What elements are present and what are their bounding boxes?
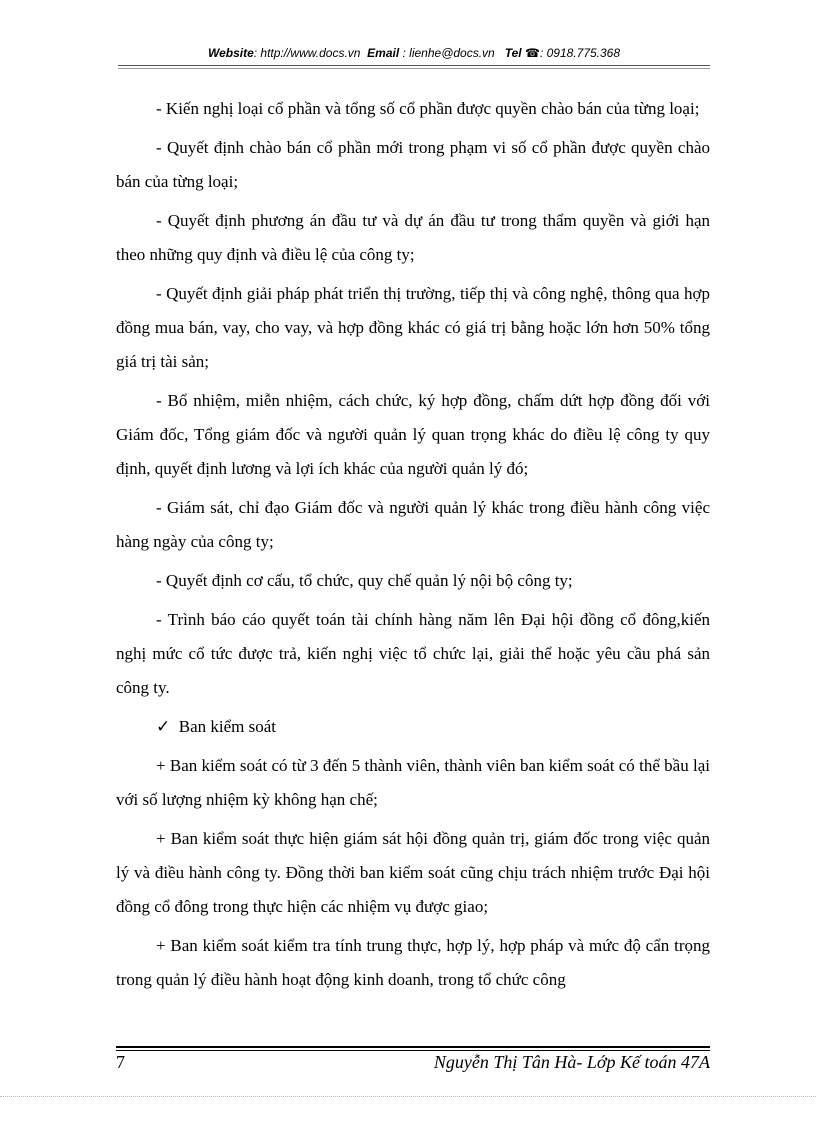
checkmark-icon: ✓ [156, 717, 171, 736]
email-label: Email [367, 46, 400, 60]
section-title: Ban kiểm soát [178, 717, 277, 736]
paragraph: + Ban kiểm soát kiểm tra tính trung thực, hợp lý, hợp pháp và mức độ cẩn trọng trong quản lý điều hành hoạt động kinh doanh, trong tổ chức công [116, 936, 710, 989]
header-rule-thin [118, 68, 710, 69]
paragraph: + Ban kiểm soát thực hiện giám sát hội đồng quản trị, giám đốc trong việc quản lý và điều hành công ty. Đồng thời ban kiểm soát cũng chịu trách nhiệm trước Đại hội đồng cổ đông trong thực hiện các nhiệm vụ được giao; [116, 829, 710, 916]
website-label: Website [207, 46, 254, 60]
website-value: : http://www.docs.vn [253, 46, 361, 60]
paragraph: - Quyết định cơ cấu, tổ chức, quy chế quản lý nội bộ công ty; [156, 571, 573, 590]
footer-rule-thin [116, 1050, 710, 1051]
page-number: 7 [116, 1052, 125, 1072]
paragraph: - Quyết định giải pháp phát triển thị trường, tiếp thị và công nghệ, thông qua hợp đồng mua bán, vay, cho vay, và hợp đồng khác có giá trị bằng hoặc lớn hơn 50% tổng giá trị tài sản; [116, 284, 710, 371]
footer-rule [116, 1046, 710, 1048]
tel-value: : 0918.775.368 [539, 46, 621, 60]
paragraph: - Giám sát, chỉ đạo Giám đốc và người quản lý khác trong điều hành công việc hàng ngày của công ty; [116, 498, 710, 551]
phone-icon: ☎ [525, 46, 540, 60]
page-header [118, 46, 710, 60]
section-heading [116, 710, 710, 744]
page-bottom-border [0, 1096, 816, 1097]
paragraph: - Kiến nghị loại cổ phần và tổng số cổ phần được quyền chào bán của từng loại; [156, 99, 700, 118]
document-body [116, 92, 710, 997]
tel-label: Tel [504, 46, 522, 60]
paragraph: - Quyết định chào bán cổ phần mới trong phạm vi số cổ phần được quyền chào bán của từng loại; [116, 138, 710, 191]
email-value: : lienhe@docs.vn [402, 46, 495, 60]
paragraph: + Ban kiểm soát có từ 3 đến 5 thành viên, thành viên ban kiểm soát có thể bầu lại với số lượng nhiệm kỳ không hạn chế; [116, 756, 710, 809]
paragraph: - Trình báo cáo quyết toán tài chính hàng năm lên Đại hội đồng cổ đông,kiến nghị mức cổ tức được trả, kiến nghị việc tổ chức lại, giải thể hoặc yêu cầu phá sản công ty. [116, 610, 710, 697]
paragraph: - Quyết định phương án đầu tư và dự án đầu tư trong thẩm quyền và giới hạn theo những quy định và điều lệ của công ty; [116, 211, 710, 264]
paragraph: - Bổ nhiệm, miễn nhiệm, cách chức, ký hợp đồng, chấm dứt hợp đồng đối với Giám đốc, Tổng giám đốc và người quản lý quan trọng khác do điều lệ công ty quy định, quyết định lương và lợi ích khác của người quản lý đó; [116, 391, 710, 478]
header-rule [118, 65, 710, 66]
footer-author: Nguyễn Thị Tân Hà- Lớp Kế toán 47A [433, 1052, 710, 1072]
